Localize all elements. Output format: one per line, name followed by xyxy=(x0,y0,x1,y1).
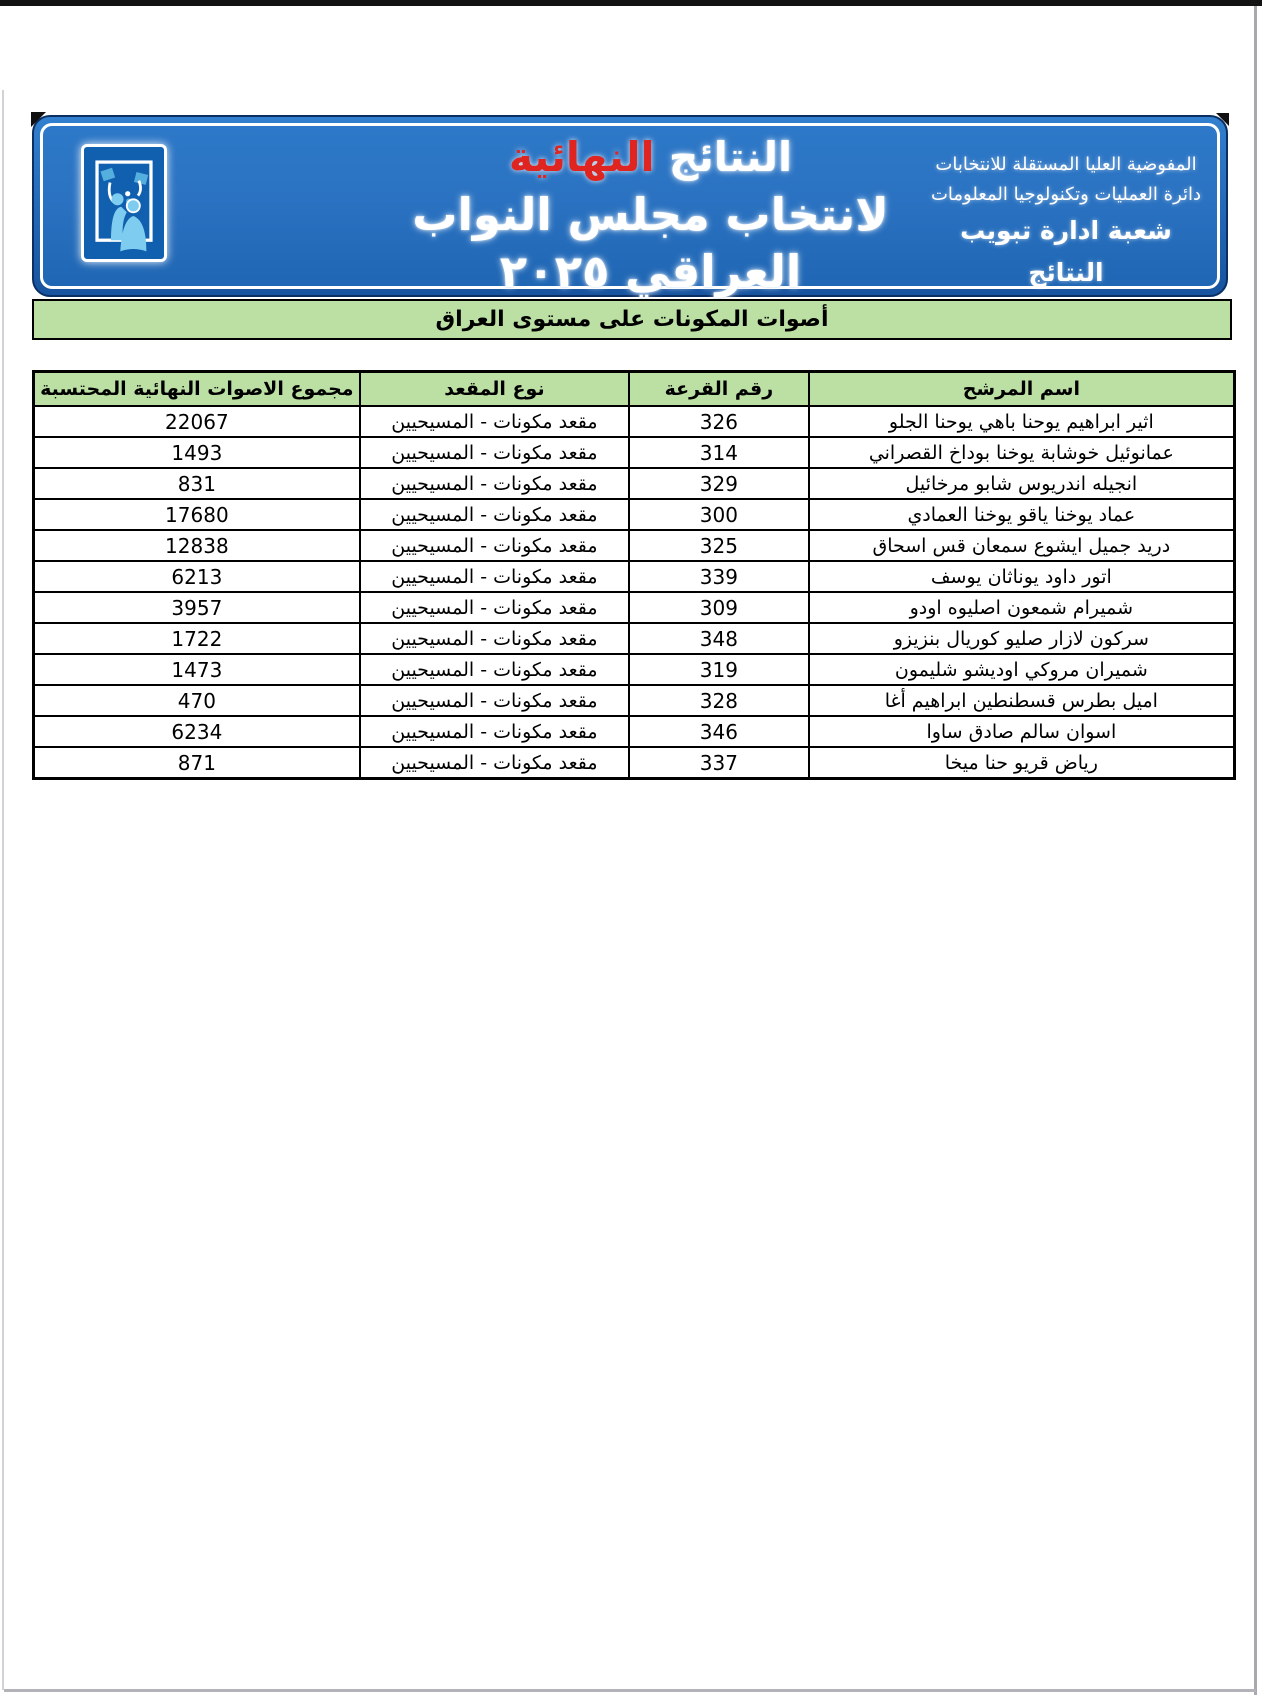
votes-cell: 6213 xyxy=(34,561,360,592)
candidate-name-cell: دريد جميل ايشوع سمعان قس اسحاق xyxy=(809,530,1235,561)
scan-edge-bottom xyxy=(4,1689,1256,1692)
votes-cell: 470 xyxy=(34,685,360,716)
scan-edge-left xyxy=(2,90,4,1690)
ihec-logo xyxy=(81,144,167,262)
ballot-number-cell: 328 xyxy=(629,685,809,716)
votes-cell: 17680 xyxy=(34,499,360,530)
ballot-number-cell: 325 xyxy=(629,530,809,561)
org-line-division: شعبة ادارة تبويب النتائج xyxy=(960,216,1172,287)
header-total-votes: مجموع الاصوات النهائية المحتسبة xyxy=(34,372,360,407)
candidate-name-cell: انجيله اندريوس شابو مرخائيل xyxy=(809,468,1235,499)
table-row xyxy=(34,437,1235,468)
header-banner xyxy=(32,115,1228,297)
table-row xyxy=(34,406,1235,437)
org-line-department: دائرة العمليات وتكنولوجيا المعلومات xyxy=(930,184,1202,205)
header-row xyxy=(34,372,1235,407)
scan-artifact-top-right xyxy=(1216,113,1229,126)
section-title-bar xyxy=(32,299,1232,340)
votes-cell: 22067 xyxy=(34,406,360,437)
seat-type-cell: مقعد مكونات - المسيحيين xyxy=(360,654,629,685)
results-table xyxy=(32,370,1236,780)
ballot-number-cell: 309 xyxy=(629,592,809,623)
ballot-number-cell: 319 xyxy=(629,654,809,685)
votes-cell: 3957 xyxy=(34,592,360,623)
seat-type-cell: مقعد مكونات - المسيحيين xyxy=(360,561,629,592)
table-row xyxy=(34,468,1235,499)
votes-cell: 831 xyxy=(34,468,360,499)
candidate-name-cell: اسوان سالم صادق ساوا xyxy=(809,716,1235,747)
section-title: أصوات المكونات على مستوى العراق xyxy=(435,307,829,332)
votes-cell: 1493 xyxy=(34,437,360,468)
votes-cell: 12838 xyxy=(34,530,360,561)
candidate-name-cell: عماد يوخنا ياقو يوخنا العمادي xyxy=(809,499,1235,530)
title-word-results: النتائج xyxy=(668,133,793,181)
table-row xyxy=(34,654,1235,685)
table-row xyxy=(34,530,1235,561)
candidate-name-cell: عمانوئيل خوشابة يوخنا بوداخ القصراني xyxy=(809,437,1235,468)
seat-type-cell: مقعد مكونات - المسيحيين xyxy=(360,530,629,561)
votes-cell: 6234 xyxy=(34,716,360,747)
scan-edge-right xyxy=(1254,6,1257,1695)
ballot-number-cell: 346 xyxy=(629,716,809,747)
seat-type-cell: مقعد مكونات - المسيحيين xyxy=(360,406,629,437)
ballot-number-cell: 314 xyxy=(629,437,809,468)
seat-type-cell: مقعد مكونات - المسيحيين xyxy=(360,468,629,499)
votes-cell: 1722 xyxy=(34,623,360,654)
votes-cell: 871 xyxy=(34,747,360,779)
scan-edge-top xyxy=(0,0,1262,6)
seat-type-cell: مقعد مكونات - المسيحيين xyxy=(360,499,629,530)
candidate-name-cell: اميل بطرس قسطنطين ابراهيم أغا xyxy=(809,685,1235,716)
votes-cell: 1473 xyxy=(34,654,360,685)
results-table-body xyxy=(34,406,1235,779)
candidate-name-cell: اتور داود يوناثان يوسف xyxy=(809,561,1235,592)
candidate-name-cell: شميران مروكي اوديشو شليمون xyxy=(809,654,1235,685)
ballot-number-cell: 337 xyxy=(629,747,809,779)
org-line-commission: المفوضية العليا المستقلة للانتخابات xyxy=(935,154,1197,175)
table-row xyxy=(34,716,1235,747)
seat-type-cell: مقعد مكونات - المسيحيين xyxy=(360,716,629,747)
ballot-number-cell: 339 xyxy=(629,561,809,592)
seat-type-cell: مقعد مكونات - المسيحيين xyxy=(360,685,629,716)
final-results-title xyxy=(338,132,963,183)
candidate-name-cell: شميرام شمعون اصليوه اودو xyxy=(809,592,1235,623)
ballot-number-cell: 329 xyxy=(629,468,809,499)
candidate-name-cell: رياض قريو حنا ميخا xyxy=(809,747,1235,779)
header-candidate-name: اسم المرشح xyxy=(809,372,1235,407)
table-row xyxy=(34,685,1235,716)
title-word-final: النهائية xyxy=(508,133,655,181)
banner-title xyxy=(338,132,963,300)
header-seat-type: نوع المقعد xyxy=(360,372,629,407)
table-row xyxy=(34,561,1235,592)
table-row xyxy=(34,747,1235,779)
seat-type-cell: مقعد مكونات - المسيحيين xyxy=(360,592,629,623)
ballot-number-cell: 326 xyxy=(629,406,809,437)
table-row xyxy=(34,499,1235,530)
ballot-number-cell: 300 xyxy=(629,499,809,530)
ballot-number-cell: 348 xyxy=(629,623,809,654)
seat-type-cell: مقعد مكونات - المسيحيين xyxy=(360,623,629,654)
election-subtitle: لانتخاب مجلس النواب العراقي ٢٠٢٥ xyxy=(412,188,889,298)
organization-block xyxy=(921,150,1211,294)
table-row xyxy=(34,623,1235,654)
header-banner-inner xyxy=(40,123,1220,298)
header-ballot-number: رقم القرعة xyxy=(629,372,809,407)
results-table-header xyxy=(34,372,1235,407)
seat-type-cell: مقعد مكونات - المسيحيين xyxy=(360,747,629,779)
candidate-name-cell: سركون لازار صليو كوريال بنزيزو xyxy=(809,623,1235,654)
table-row xyxy=(34,592,1235,623)
seat-type-cell: مقعد مكونات - المسيحيين xyxy=(360,437,629,468)
ballot-figures-icon xyxy=(84,147,164,259)
candidate-name-cell: اثير ابراهيم يوحنا باهي يوحنا الجلو xyxy=(809,406,1235,437)
